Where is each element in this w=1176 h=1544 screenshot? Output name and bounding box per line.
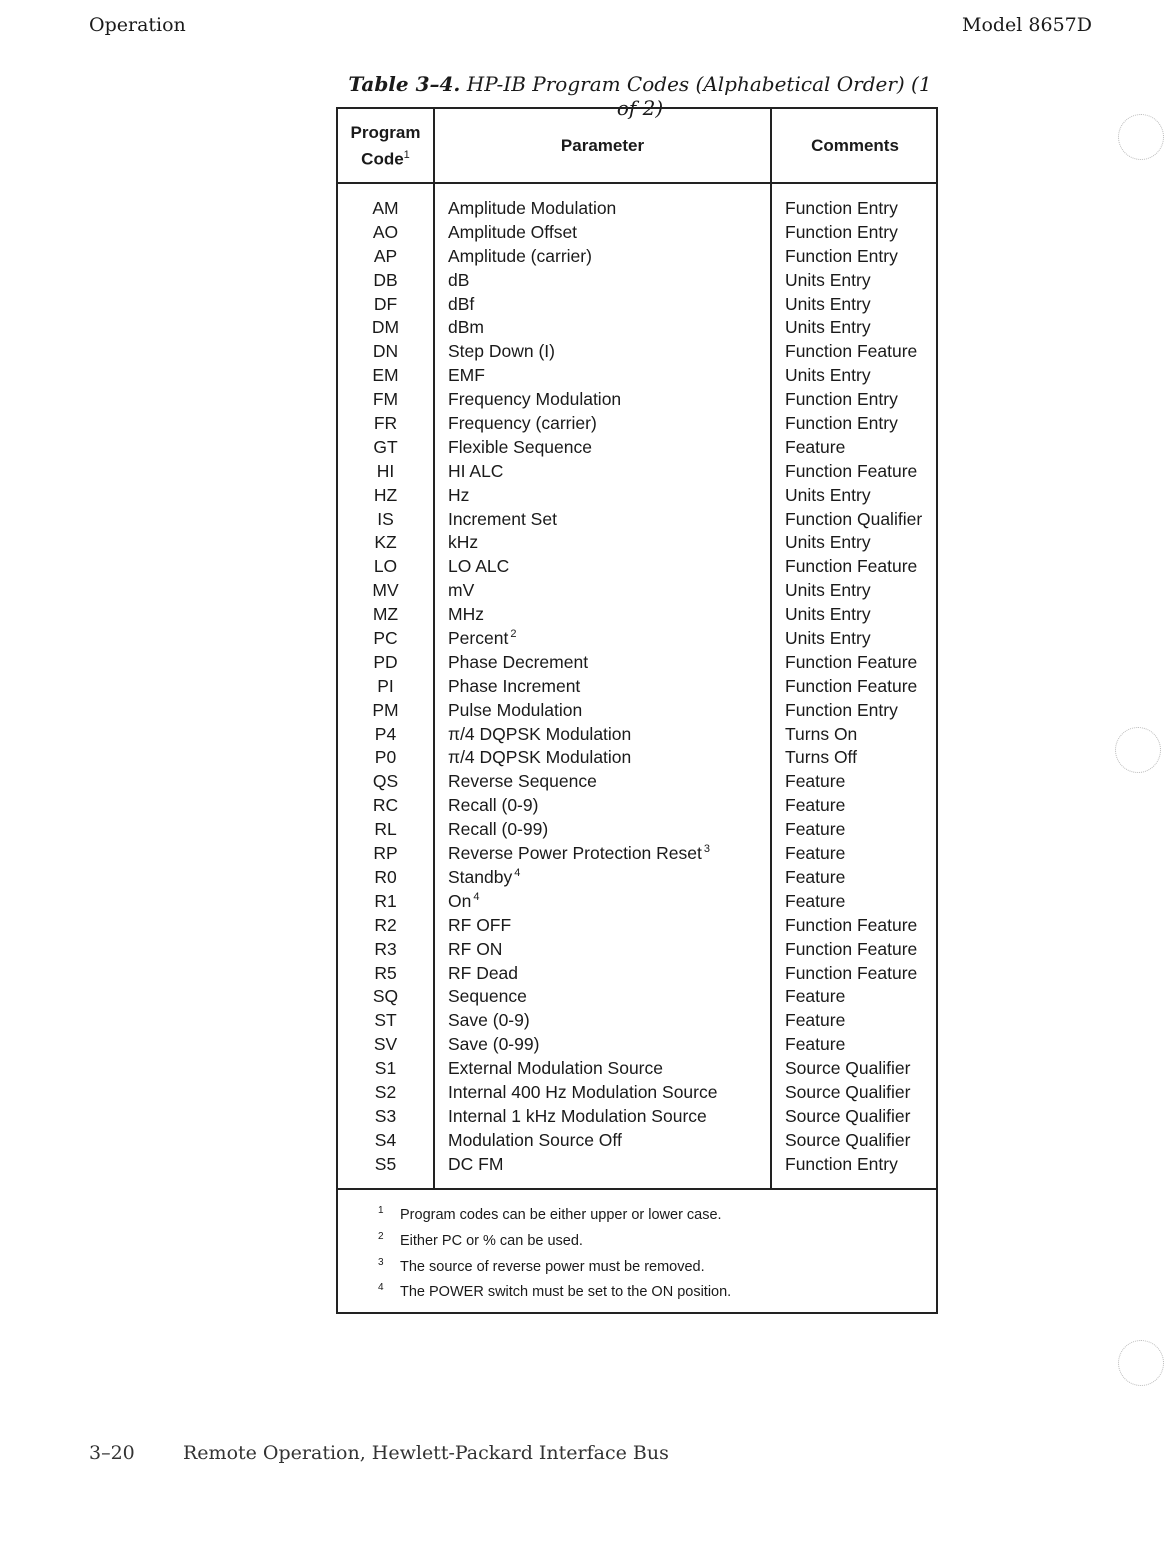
program-code: MV xyxy=(372,580,399,601)
program-code: FM xyxy=(372,389,399,410)
comment-cell: Units Entry xyxy=(785,269,871,290)
parameter-cell xyxy=(448,436,592,460)
table-row xyxy=(338,484,938,508)
comment-cell: Function Feature xyxy=(785,651,918,672)
parameter-cell xyxy=(448,651,588,675)
program-code: DF xyxy=(373,293,398,314)
comment-cell: Feature xyxy=(785,795,846,816)
comment-cell: Units Entry xyxy=(785,580,871,601)
table-row xyxy=(338,293,938,317)
table-caption-title: HP-IB Program Codes (Alphabetical Order) (1 of 2) xyxy=(466,72,932,120)
comment-cell: Turns On xyxy=(785,723,858,744)
table-row xyxy=(338,316,938,340)
table-row xyxy=(338,364,938,388)
binder-hole xyxy=(1115,727,1161,773)
comment-cell: Function Qualifier xyxy=(785,508,923,529)
comment-cell: Units Entry xyxy=(785,317,871,338)
table-row xyxy=(338,1081,938,1105)
table-row xyxy=(338,770,938,794)
program-code: DM xyxy=(371,317,400,338)
table-row xyxy=(338,866,938,890)
comment-cell: Function Entry xyxy=(785,413,898,434)
footnote-number: 3 xyxy=(378,1256,384,1268)
program-code: R1 xyxy=(374,890,397,911)
parameter-cell xyxy=(448,555,509,579)
parameter-cell xyxy=(448,746,631,770)
program-code: HI xyxy=(376,460,395,481)
comment-cell: Source Qualifier xyxy=(785,1105,911,1126)
parameter-cell xyxy=(448,1009,530,1033)
parameter-text: Step Down (I) xyxy=(448,341,555,362)
program-code: PM xyxy=(372,699,399,720)
parameter-cell xyxy=(448,1033,539,1057)
table-row xyxy=(338,579,938,603)
program-code: GT xyxy=(373,436,398,457)
parameter-cell xyxy=(448,508,557,532)
program-codes-table xyxy=(336,107,938,1314)
table-row xyxy=(338,675,938,699)
parameter-cell xyxy=(448,818,548,842)
page-number: 3–20 xyxy=(89,1442,135,1464)
program-code: AM xyxy=(372,198,399,218)
table-row xyxy=(338,197,938,221)
parameter-cell xyxy=(448,579,474,603)
parameter-text: Recall (0-9) xyxy=(448,795,539,816)
parameter-cell xyxy=(448,340,555,364)
column-header-comments: Comments xyxy=(811,136,899,155)
table-row xyxy=(338,388,938,412)
table-row xyxy=(338,412,938,436)
program-code: RP xyxy=(373,843,398,864)
parameter-text: Hz xyxy=(448,484,470,505)
parameter-cell xyxy=(448,364,485,388)
parameter-text: Percent xyxy=(448,628,509,649)
comment-cell: Feature xyxy=(785,771,846,792)
parameter-cell xyxy=(448,531,478,555)
footnote xyxy=(378,1255,731,1281)
table-row xyxy=(338,1057,938,1081)
parameter-cell xyxy=(448,1129,622,1153)
table-row xyxy=(338,508,938,532)
parameter-text: Save (0-99) xyxy=(448,1034,540,1055)
table-row xyxy=(338,531,938,555)
parameter-cell xyxy=(448,484,469,508)
table-row xyxy=(338,1129,938,1153)
program-code: R2 xyxy=(374,914,397,935)
comment-cell: Feature xyxy=(785,1034,846,1055)
comment-cell: Function Feature xyxy=(785,914,918,935)
comment-cell: Feature xyxy=(785,1010,846,1031)
table-row xyxy=(338,818,938,842)
table-row xyxy=(338,1009,938,1033)
footnote-number: 1 xyxy=(378,1205,384,1216)
parameter-text: Save (0-9) xyxy=(448,1010,530,1031)
parameter-text: RF Dead xyxy=(448,962,519,983)
column-header-code-line2: Code xyxy=(361,149,404,169)
parameter-cell xyxy=(448,866,520,890)
table-row xyxy=(338,985,938,1009)
footnote-number: 4 xyxy=(378,1282,384,1294)
parameter-text: Recall (0-99) xyxy=(448,819,549,840)
parameter-cell xyxy=(448,388,621,412)
table-row xyxy=(338,1153,938,1177)
parameter-cell xyxy=(448,197,616,221)
parameter-cell xyxy=(448,460,503,484)
parameter-text: Frequency (carrier) xyxy=(448,413,597,434)
program-code: P0 xyxy=(374,747,397,768)
parameter-text: Internal 1 kHz Modulation Source xyxy=(448,1105,707,1126)
program-code: HZ xyxy=(373,484,398,505)
running-header-left: Operation xyxy=(89,14,186,36)
parameter-text: Reverse Power Protection Reset xyxy=(448,843,702,864)
column-header-parameter: Parameter xyxy=(560,136,645,155)
parameter-text: Phase Decrement xyxy=(448,651,589,672)
comment-cell: Source Qualifier xyxy=(785,1058,911,1079)
comment-cell: Units Entry xyxy=(785,484,871,505)
parameter-text: RF OFF xyxy=(448,914,512,935)
binder-hole xyxy=(1118,114,1164,160)
table-row xyxy=(338,1105,938,1129)
comment-cell: Function Feature xyxy=(785,962,918,983)
comment-cell: Function Feature xyxy=(785,938,918,959)
table-row xyxy=(338,723,938,747)
parameter-text: Internal 400 Hz Modulation Source xyxy=(448,1081,718,1102)
footnote-ref: 3 xyxy=(703,843,710,856)
table-body xyxy=(338,197,938,1177)
comment-cell: Function Feature xyxy=(785,556,918,577)
parameter-cell xyxy=(448,293,474,317)
table-row xyxy=(338,746,938,770)
program-code: DB xyxy=(373,269,398,290)
comment-cell: Function Entry xyxy=(785,389,898,410)
parameter-cell xyxy=(448,938,502,962)
parameter-text: Amplitude Offset xyxy=(448,221,578,242)
table-row xyxy=(338,842,938,866)
program-code: R0 xyxy=(374,866,397,887)
program-code: PI xyxy=(377,675,394,696)
comment-cell: Units Entry xyxy=(785,293,871,314)
parameter-text: Flexible Sequence xyxy=(448,436,592,457)
parameter-text: Increment Set xyxy=(448,508,557,529)
footnote-ref: 1 xyxy=(403,148,410,161)
table-row xyxy=(338,938,938,962)
comment-cell: Function Feature xyxy=(785,675,918,696)
parameter-cell xyxy=(448,627,516,651)
parameter-cell xyxy=(448,316,484,340)
footnote-ref: 2 xyxy=(510,628,517,641)
program-code: QS xyxy=(372,771,399,792)
parameter-text: Modulation Source Off xyxy=(448,1129,622,1150)
program-code: KZ xyxy=(374,532,397,553)
header-divider xyxy=(338,182,936,184)
comment-cell: Feature xyxy=(785,986,846,1007)
footnote-divider xyxy=(338,1188,936,1190)
footnotes xyxy=(378,1203,731,1306)
parameter-cell xyxy=(448,1105,707,1129)
parameter-text: dB xyxy=(448,269,470,290)
parameter-cell xyxy=(448,603,484,627)
comment-cell: Units Entry xyxy=(785,628,871,649)
comment-cell: Feature xyxy=(785,819,846,840)
program-code: S2 xyxy=(374,1081,397,1102)
table-row xyxy=(338,436,938,460)
comment-cell: Units Entry xyxy=(785,604,871,625)
table-row xyxy=(338,269,938,293)
footnote xyxy=(378,1203,731,1229)
program-code: S1 xyxy=(374,1058,397,1079)
footnote xyxy=(378,1280,731,1306)
comment-cell: Units Entry xyxy=(785,532,871,553)
parameter-cell xyxy=(448,699,582,723)
parameter-cell xyxy=(448,269,469,293)
parameter-text: External Modulation Source xyxy=(448,1058,663,1079)
program-code: ST xyxy=(374,1010,397,1031)
page-footer xyxy=(89,1442,669,1464)
parameter-text: DC FM xyxy=(448,1153,504,1174)
comment-cell: Function Entry xyxy=(785,1153,898,1174)
parameter-text: Amplitude (carrier) xyxy=(448,245,592,266)
comment-cell: Function Entry xyxy=(785,221,898,242)
program-code: DN xyxy=(372,341,399,362)
parameter-text: dBm xyxy=(448,317,484,338)
parameter-text: Phase Increment xyxy=(448,675,581,696)
parameter-cell xyxy=(448,1153,503,1177)
program-code: SV xyxy=(373,1034,398,1055)
footnote-text: The source of reverse power must be removed. xyxy=(400,1258,705,1275)
parameter-text: Pulse Modulation xyxy=(448,699,583,720)
parameter-text: Amplitude Modulation xyxy=(448,198,617,218)
program-code: IS xyxy=(377,508,394,529)
comment-cell: Units Entry xyxy=(785,365,871,386)
parameter-text: Sequence xyxy=(448,986,527,1007)
table-row xyxy=(338,340,938,364)
column-header-code xyxy=(338,109,433,182)
parameter-text: kHz xyxy=(448,532,479,553)
parameter-cell xyxy=(448,221,577,245)
table-caption-label: Table 3–4. xyxy=(348,72,461,96)
comment-cell: Function Feature xyxy=(785,460,918,481)
parameter-cell xyxy=(448,723,631,747)
program-code: EM xyxy=(372,365,399,386)
parameter-cell xyxy=(448,1081,717,1105)
comment-cell: Function Entry xyxy=(785,699,898,720)
parameter-text: EMF xyxy=(448,365,485,386)
program-code: AO xyxy=(372,221,399,242)
comment-cell: Source Qualifier xyxy=(785,1129,911,1150)
parameter-cell xyxy=(448,985,527,1009)
footnote-ref: 4 xyxy=(514,866,521,879)
parameter-text: On xyxy=(448,890,472,911)
comment-cell: Feature xyxy=(785,866,846,887)
footnote xyxy=(378,1229,731,1255)
program-code: S5 xyxy=(374,1153,397,1174)
program-code: LO xyxy=(373,556,398,577)
parameter-text: HI ALC xyxy=(448,460,504,481)
footer-title: Remote Operation, Hewlett-Packard Interface Bus xyxy=(183,1442,669,1464)
parameter-text: π/4 DQPSK Modulation xyxy=(448,747,632,768)
comment-cell: Feature xyxy=(785,436,846,457)
program-code: S3 xyxy=(374,1105,397,1126)
comment-cell: Source Qualifier xyxy=(785,1081,911,1102)
table-row xyxy=(338,1033,938,1057)
parameter-text: Reverse Sequence xyxy=(448,771,597,792)
table-row xyxy=(338,627,938,651)
parameter-cell xyxy=(448,1057,663,1081)
program-code: S4 xyxy=(374,1129,397,1150)
table-row xyxy=(338,962,938,986)
program-code: R3 xyxy=(374,938,397,959)
parameter-cell xyxy=(448,842,710,866)
comment-cell: Feature xyxy=(785,843,846,864)
comment-cell: Function Feature xyxy=(785,341,918,362)
program-code: FR xyxy=(373,413,398,434)
parameter-cell xyxy=(448,412,597,436)
table-row xyxy=(338,460,938,484)
footnote-text: The POWER switch must be set to the ON position. xyxy=(400,1284,732,1301)
table-row xyxy=(338,245,938,269)
parameter-text: π/4 DQPSK Modulation xyxy=(448,723,632,744)
table-row xyxy=(338,914,938,938)
comment-cell: Feature xyxy=(785,890,846,911)
program-code: RC xyxy=(372,795,399,816)
footnote-text: Either PC or % can be used. xyxy=(400,1232,583,1249)
program-code: RL xyxy=(374,819,397,840)
table-row xyxy=(338,794,938,818)
table-row xyxy=(338,699,938,723)
parameter-text: mV xyxy=(448,580,475,601)
program-code: P4 xyxy=(374,723,397,744)
footnote-text: Program codes can be either upper or lower case. xyxy=(400,1207,722,1223)
running-header-right: Model 8657D xyxy=(961,14,1092,36)
parameter-cell xyxy=(448,770,597,794)
parameter-cell xyxy=(448,675,580,699)
parameter-text: dBf xyxy=(448,293,475,314)
comment-cell: Turns Off xyxy=(785,747,857,768)
program-code: PC xyxy=(373,628,398,649)
program-code: PD xyxy=(373,651,398,672)
parameter-text: MHz xyxy=(448,604,484,625)
column-header-code-line1: Program xyxy=(350,122,421,142)
table-row xyxy=(338,603,938,627)
binder-hole xyxy=(1118,1340,1164,1386)
parameter-text: RF ON xyxy=(448,938,503,959)
parameter-text: LO ALC xyxy=(448,556,510,577)
table-row xyxy=(338,555,938,579)
footnote-ref: 4 xyxy=(473,890,480,903)
footnote-number: 2 xyxy=(378,1230,384,1242)
parameter-cell xyxy=(448,794,538,818)
parameter-cell xyxy=(448,914,511,938)
comment-cell: Function Entry xyxy=(785,198,898,218)
table-row xyxy=(338,651,938,675)
program-code: MZ xyxy=(372,604,399,625)
parameter-cell xyxy=(448,245,592,269)
program-code: SQ xyxy=(372,986,399,1007)
parameter-text: Standby xyxy=(448,866,513,887)
parameter-cell xyxy=(448,962,518,986)
program-code: AP xyxy=(373,245,398,266)
parameter-cell xyxy=(448,890,479,914)
comment-cell: Function Entry xyxy=(785,245,898,266)
table-row xyxy=(338,221,938,245)
parameter-text: Frequency Modulation xyxy=(448,389,622,410)
table-row xyxy=(338,890,938,914)
program-code: R5 xyxy=(374,962,397,983)
